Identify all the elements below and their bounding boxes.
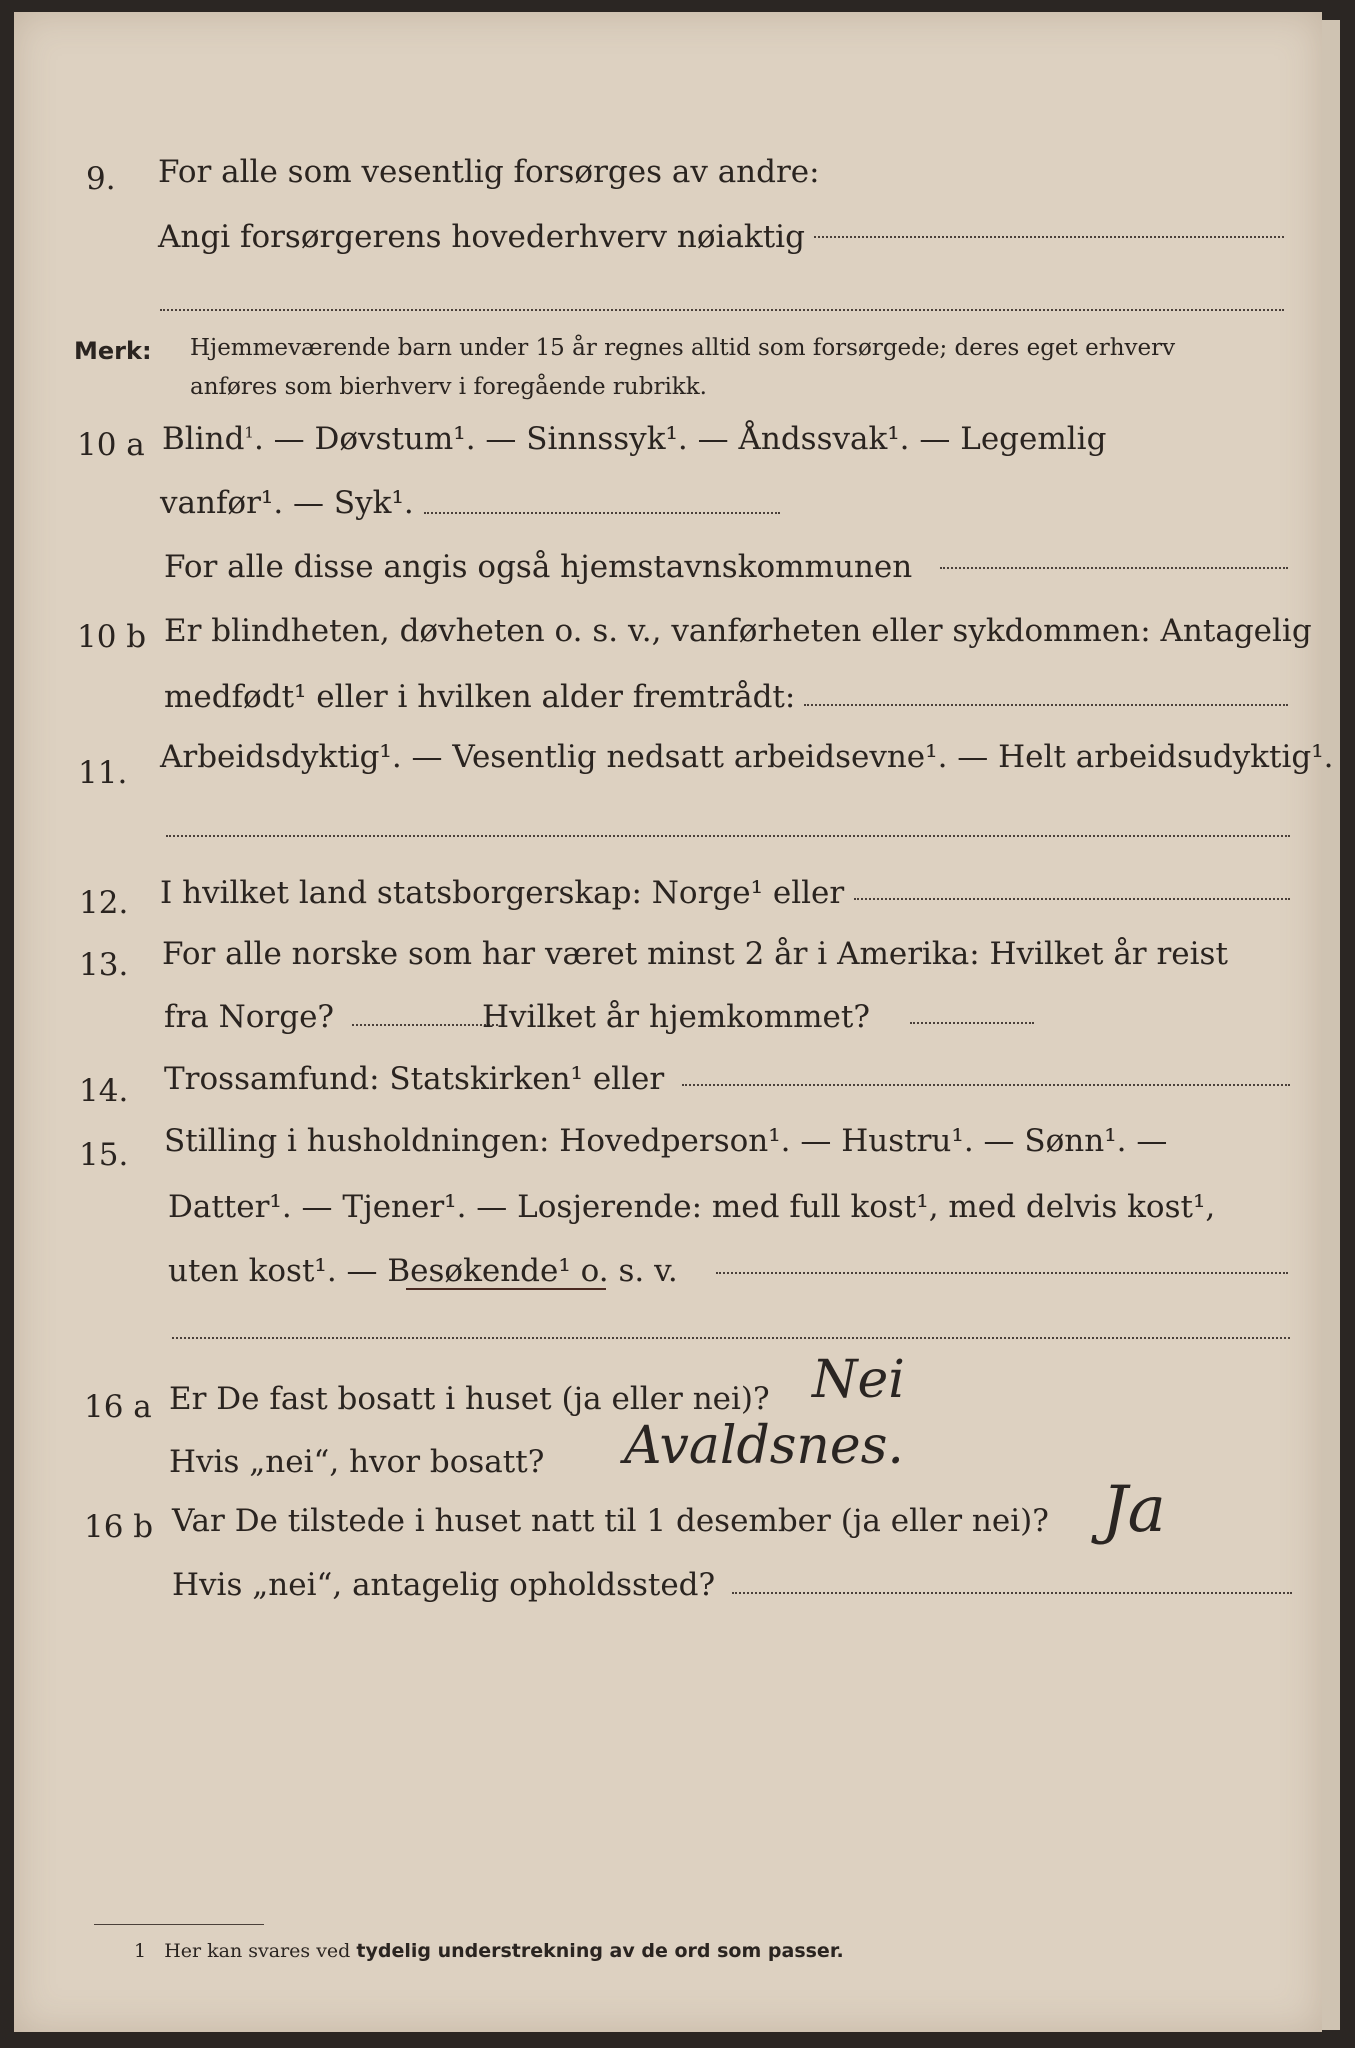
- q9-line1: For alle som vesentlig forsørges av andre:: [158, 154, 820, 190]
- q11-line1: Arbeidsdyktig¹. — Vesentlig nedsatt arbeidsevne¹. — Helt arbeidsudyktig¹.: [160, 739, 1334, 775]
- q16a-line2: Hvis „nei“, hvor bosatt?: [169, 1444, 545, 1480]
- q16a-residence-handwritten: Avaldsnes.: [624, 1416, 904, 1476]
- q10a-line1: Blind$^1$. — Døvstum¹. — Sinnssyk¹. — Åndssvak¹. — Legemlig: [162, 421, 1107, 457]
- note-line2: anføres som bierhverv i foregående rubrikk.: [190, 374, 707, 400]
- q15-line1: Stilling i husholdningen: Hovedperson¹. — Hustru¹. — Sønn¹. —: [164, 1123, 1168, 1159]
- q13-number: 13.: [79, 947, 129, 983]
- footnote: 1 Her kan svares ved tydelig understrekning av de ord som passer.: [134, 1940, 844, 1962]
- q10a-answer-field[interactable]: [424, 512, 780, 514]
- q16b-number: 16 b: [84, 1509, 154, 1545]
- q16b-answer-handwritten: Ja: [1102, 1473, 1166, 1547]
- q9-answer-field[interactable]: [814, 236, 1284, 238]
- q12-line1: I hvilket land statsborgerskap: Norge¹ eller: [160, 875, 845, 911]
- q16b-answer-field[interactable]: [732, 1592, 1292, 1594]
- q14-number: 14.: [79, 1073, 129, 1109]
- q16b-line2: Hvis „nei“, antagelig opholdssted?: [172, 1567, 716, 1603]
- q11-number: 11.: [78, 755, 128, 791]
- q15-answer-field[interactable]: [716, 1272, 1288, 1274]
- q15-answer-field-2[interactable]: [172, 1337, 1290, 1339]
- q10a-number: 10 a: [77, 427, 145, 463]
- q13-return-field[interactable]: [910, 1022, 1034, 1024]
- q16a-number: 16 a: [84, 1389, 152, 1425]
- q10a-hometown-field[interactable]: [940, 567, 1288, 569]
- handwritten-underline: [406, 1288, 606, 1290]
- q9-answer-field-2[interactable]: [160, 309, 1284, 311]
- q13-line1: For alle norske som har været minst 2 år i Amerika: Hvilket år reist: [162, 936, 1228, 972]
- q15-line3: uten kost¹. — Besøkende¹ o. s. v.: [168, 1253, 678, 1289]
- q16b-line1: Var De tilstede i huset natt til 1 desember (ja eller nei)?: [172, 1503, 1049, 1539]
- q16a-answer-handwritten: Nei: [812, 1350, 905, 1410]
- note-line1: Hjemmeværende barn under 15 år regnes alltid som forsørgede; deres eget erhverv: [190, 335, 1176, 361]
- census-form-page: [14, 12, 1334, 2032]
- q10b-number: 10 b: [77, 619, 147, 655]
- q15-line2: Datter¹. — Tjener¹. — Losjerende: med full kost¹, med delvis kost¹,: [168, 1189, 1216, 1225]
- q9-line2: Angi forsørgerens hovederhverv nøiaktig: [158, 219, 805, 255]
- q10b-answer-field[interactable]: [804, 704, 1288, 706]
- q10a-line3: For alle disse angis også hjemstavnskommunen: [164, 549, 913, 585]
- q16a-line1: Er De fast bosatt i huset (ja eller nei)?: [169, 1381, 770, 1417]
- q14-line1: Trossamfund: Statskirken¹ eller: [164, 1061, 665, 1097]
- q13-line2b: Hvilket år hjemkommet?: [482, 999, 870, 1035]
- q11-answer-field[interactable]: [166, 835, 1290, 837]
- q14-answer-field[interactable]: [682, 1084, 1290, 1086]
- q12-number: 12.: [79, 885, 129, 921]
- q12-answer-field[interactable]: [854, 898, 1290, 900]
- q13-departure-field[interactable]: [352, 1024, 498, 1026]
- q9-number: 9.: [86, 161, 116, 197]
- q10b-line2: medfødt¹ eller i hvilken alder fremtrådt:: [164, 679, 796, 715]
- q10b-line1: Er blindheten, døvheten o. s. v., vanførheten eller sykdommen: Antagelig: [164, 613, 1312, 649]
- q13-line2a: fra Norge?: [164, 999, 335, 1035]
- footnote-rule: [94, 1924, 264, 1925]
- note-label: Merk:: [74, 337, 152, 365]
- q10a-line2: vanfør¹. — Syk¹.: [160, 485, 414, 521]
- q15-number: 15.: [79, 1137, 129, 1173]
